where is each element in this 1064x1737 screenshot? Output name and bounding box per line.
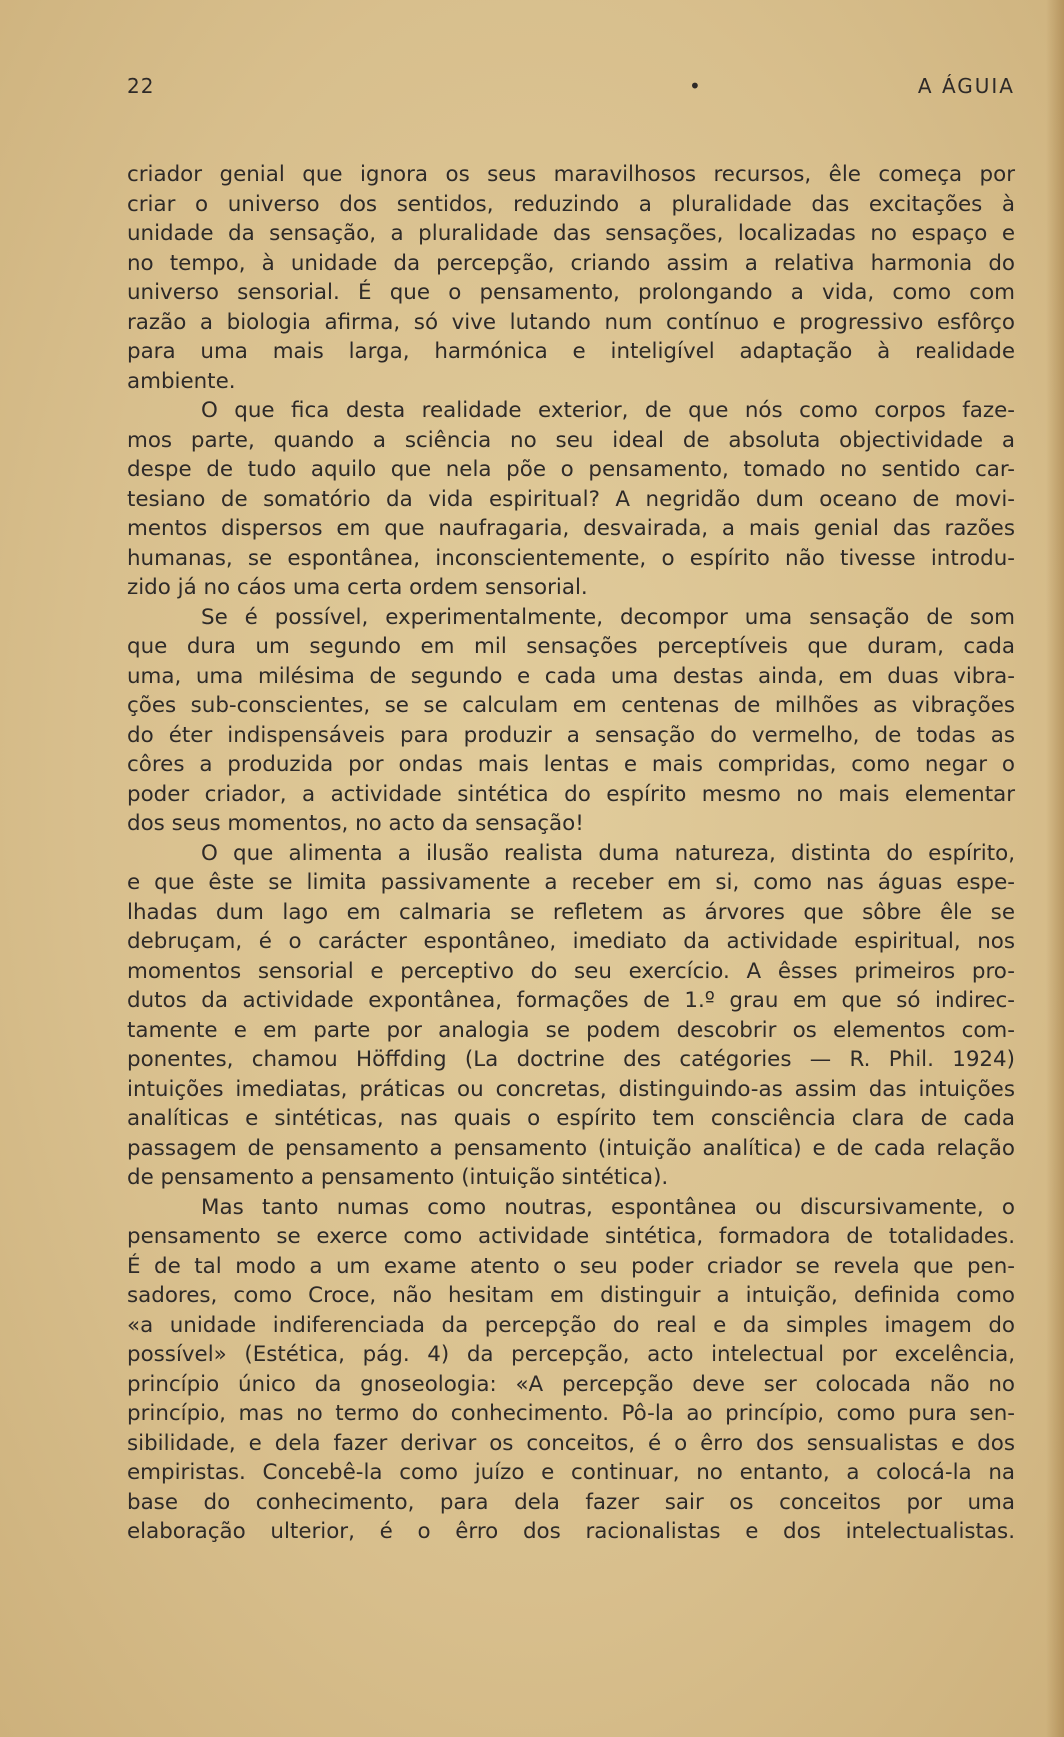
text-line: lhadas dum lago em calmaria se refletem as árvores que sôbre êle se (127, 899, 1015, 925)
page-header (127, 74, 1015, 106)
text-line: momentos sensorial e perceptivo do seu exercício. A êsses primeiros pro- (127, 958, 1015, 984)
running-title: A ÁGUIA (917, 74, 1015, 98)
text-line: elaboração ulterior, é o êrro dos racionalistas e dos intelectualistas. (127, 1519, 1015, 1544)
page-edge-shadow (1046, 0, 1064, 1737)
text-line: possível» (Estética, pág. 4) da percepção, acto intelectual por excelência, (127, 1342, 1015, 1367)
text-line: tamente e em parte por analogia se podem descobrir os elementos com- (127, 1017, 1015, 1043)
text-line: do éter indispensáveis para produzir a sensação do vermelho, de todas as (127, 722, 1015, 748)
text-line: ponentes, chamou Höffding (La doctrine des catégories — R. Phil. 1924) (127, 1047, 1015, 1072)
text-line: sibilidade, e dela fazer derivar os conceitos, é o êrro dos sensualistas e dos (127, 1430, 1015, 1456)
text-line: de pensamento a pensamento (intuição sintética). (127, 1165, 669, 1190)
text-line: côres a produzida por ondas mais lentas e mais compridas, como negar o (127, 752, 1015, 777)
text-line: tesiano de somatório da vida espiritual? A negridão dum oceano de movi- (127, 486, 1015, 512)
body-text (127, 160, 1015, 1547)
text-line: intuições imediatas, práticas ou concretas, distinguindo-as assim das intuições (127, 1076, 1015, 1102)
text-line: zido já no cáos uma certa ordem sensorial. (127, 575, 588, 600)
text-line: uma, uma milésima de segundo e cada uma destas ainda, em duas vibra- (127, 663, 1015, 689)
text-line: Se é possível, experimentalmente, decompor uma sensação de som (201, 604, 1015, 630)
text-line: princípio, mas no termo do conhecimento. Pô-la ao princípio, como pura sen- (127, 1401, 1015, 1426)
text-line: empiristas. Concebê-la como juízo e continuar, no entanto, a colocá-la na (127, 1460, 1015, 1485)
text-line: para uma mais larga, harmónica e inteligível adaptação à realidade (127, 339, 1015, 364)
text-line: É de tal modo a um exame atento o seu poder criador se revela que pen- (127, 1253, 1015, 1279)
text-line: sadores, como Croce, não hesitam em distinguir a intuição, definida como (127, 1283, 1015, 1308)
text-line: no tempo, à unidade da percepção, criando assim a relativa harmonia do (127, 250, 1015, 276)
text-line: e que êste se limita passivamente a receber em si, como nas águas espe- (127, 870, 1015, 895)
text-line: criador genial que ignora os seus maravilhosos recursos, êle começa por (127, 162, 1015, 187)
text-line: debruçam, é o carácter espontâneo, imediato da actividade espiritual, nos (127, 929, 1015, 954)
text-line: O que alimenta a ilusão realista duma natureza, distinta do espírito, (201, 840, 1015, 866)
text-line: dutos da actividade expontânea, formações de 1.º grau em que só indirec- (127, 988, 1015, 1013)
header-dot: • (689, 74, 702, 98)
text-line: mentos dispersos em que naufragaria, desvairada, a mais genial das razões (127, 516, 1015, 541)
text-line: ções sub-conscientes, se se calculam em centenas de milhões as vibrações (127, 693, 1015, 718)
text-line: unidade da sensação, a pluralidade das sensações, localizadas no espaço e (127, 221, 1015, 246)
text-line: base do conhecimento, para dela fazer sair os conceitos por uma (127, 1489, 1015, 1515)
text-line: O que fica desta realidade exterior, de que nós como corpos faze- (201, 398, 1015, 423)
text-line: passagem de pensamento a pensamento (intuição analítica) e de cada relação (127, 1135, 1015, 1161)
text-line: poder criador, a actividade sintética do espírito mesmo no mais elementar (127, 781, 1015, 807)
text-line: mos parte, quando a sciência no seu ideal de absoluta objectividade a (127, 427, 1015, 453)
text-line: que dura um segundo em mil sensações perceptíveis que duram, cada (127, 634, 1015, 659)
text-line: analíticas e sintéticas, nas quais o espírito tem consciência clara de cada (127, 1106, 1015, 1131)
text-line: Mas tanto numas como noutras, espontânea ou discursivamente, o (201, 1194, 1015, 1220)
text-line: dos seus momentos, no acto da sensação! (127, 811, 584, 836)
text-line: princípio único da gnoseologia: «A percepção deve ser colocada não no (127, 1371, 1015, 1397)
page-number: 22 (127, 74, 155, 98)
text-line: pensamento se exerce como actividade sintética, formadora de totalidades. (127, 1224, 1015, 1249)
text-line: humanas, se espontânea, inconscientemente, o espírito não tivesse introdu- (127, 545, 1015, 571)
text-line: ambiente. (127, 368, 236, 394)
text-line: razão a biologia afirma, só vive lutando num contínuo e progressivo esfôrço (127, 309, 1015, 335)
text-line: «a unidade indiferenciada da percepção do real e da simples imagem do (127, 1312, 1015, 1338)
text-line: criar o universo dos sentidos, reduzindo a pluralidade das excitações à (127, 191, 1015, 217)
text-line: universo sensorial. É que o pensamento, prolongando a vida, como com (127, 280, 1015, 305)
text-line: despe de tudo aquilo que nela põe o pensamento, tomado no sentido car- (127, 457, 1015, 482)
